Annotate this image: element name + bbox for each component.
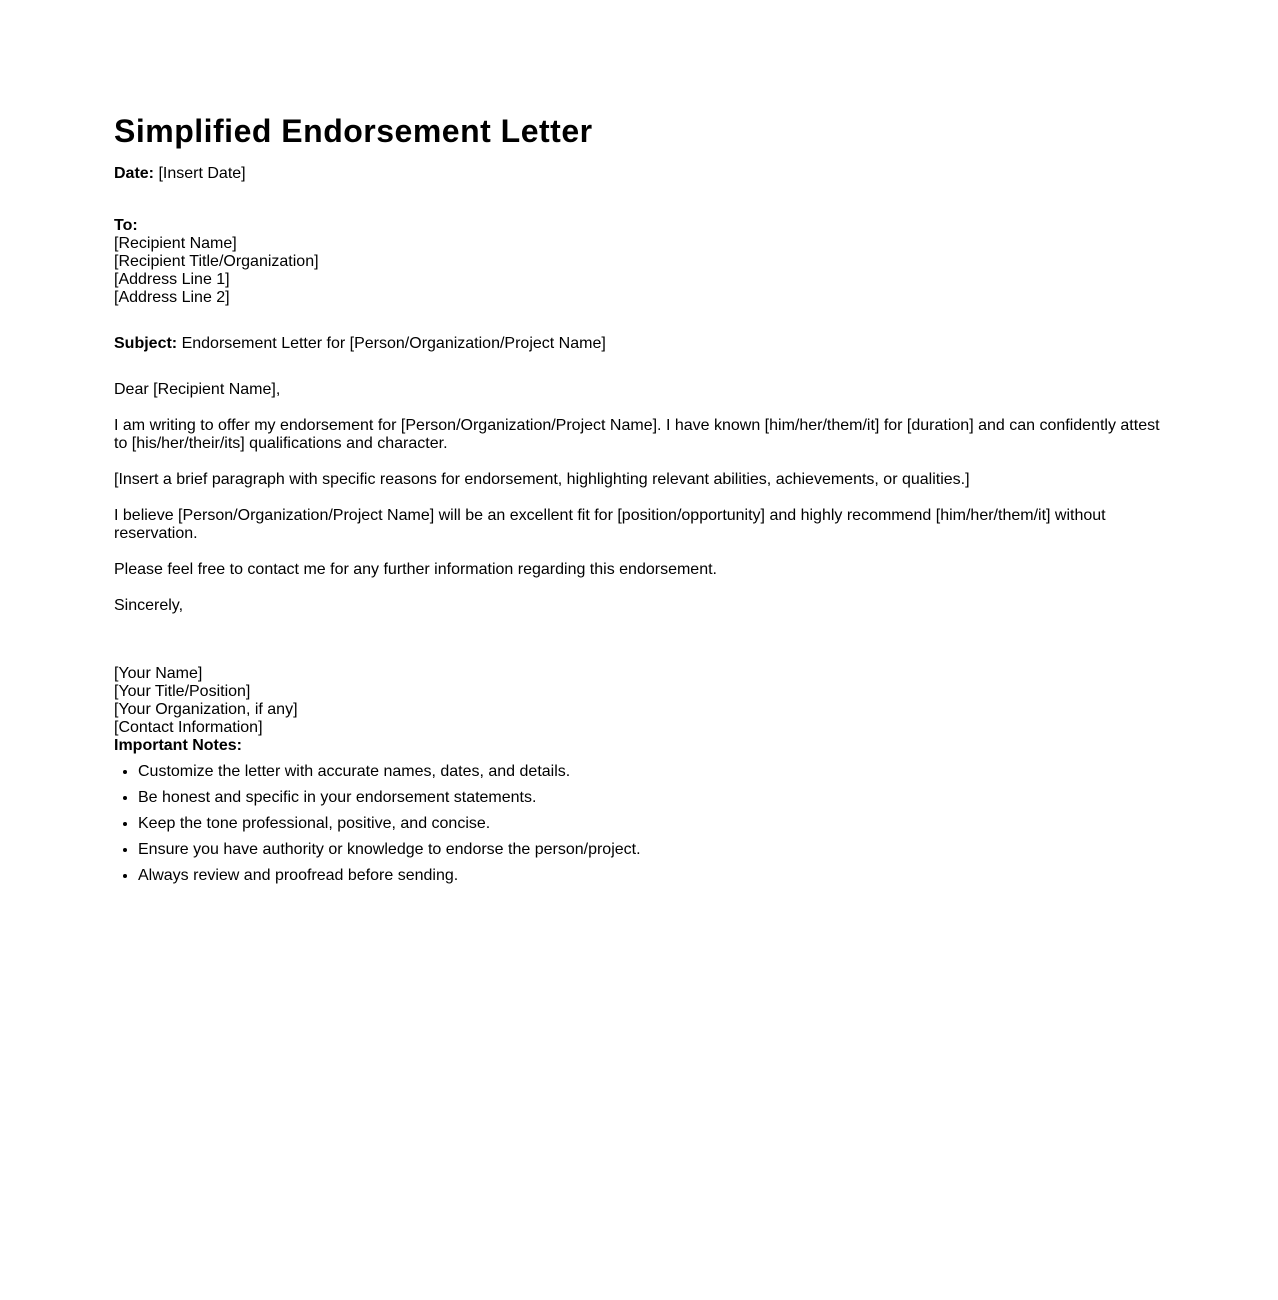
date-value: [Insert Date] [158, 165, 246, 182]
notes-section [114, 737, 1164, 885]
list-item: • Ensure you have authority or knowledge to endorse the person/project. [138, 841, 1164, 859]
date-label: Date: [114, 165, 155, 182]
salutation: Dear [Recipient Name], [114, 381, 281, 398]
recipient-block [114, 217, 1164, 307]
recipient-line: [Address Line 1] [114, 271, 230, 288]
signature-line: [Contact Information] [114, 719, 263, 736]
list-item: • Customize the letter with accurate names, dates, and details. [138, 763, 1164, 781]
subject-label: Subject: [114, 335, 178, 352]
list-item: • Always review and proofread before sending. [138, 867, 1164, 885]
notes-list [114, 763, 1164, 885]
signature-line: [Your Name] [114, 665, 203, 682]
recipient-line: [Address Line 2] [114, 289, 230, 306]
body-paragraph: I am writing to offer my endorsement for [Person/Organization/Project Name]. I have known [him/her/them/it] for [duration] and can confidently attest to [his/her/their/its] qualifications and character. [114, 417, 1160, 452]
page-title: Simplified Endorsement Letter [114, 113, 593, 149]
recipient-line: [Recipient Name] [114, 235, 237, 252]
closing: Sincerely, [114, 597, 184, 614]
subject-line [114, 335, 1164, 353]
subject-value: Endorsement Letter for [Person/Organization/Project Name] [181, 335, 606, 352]
letter-document [114, 112, 1164, 893]
recipient-label: To: [114, 217, 138, 234]
body-paragraph: I believe [Person/Organization/Project Name] will be an excellent fit for [position/opportunity] and highly recommend [him/her/them/it] without reservation. [114, 507, 1106, 542]
list-item: • Keep the tone professional, positive, and concise. [138, 815, 1164, 833]
list-item: • Be honest and specific in your endorsement statements. [138, 789, 1164, 807]
notes-title: Important Notes: [114, 737, 242, 754]
signature-line: [Your Organization, if any] [114, 701, 298, 718]
body-paragraph: Please feel free to contact me for any further information regarding this endorsement. [114, 561, 717, 578]
signature-block [114, 665, 1164, 737]
date-line [114, 165, 1164, 183]
signature-line: [Your Title/Position] [114, 683, 251, 700]
recipient-line: [Recipient Title/Organization] [114, 253, 319, 270]
body-paragraph: [Insert a brief paragraph with specific reasons for endorsement, highlighting relevant abilities, achievements, or qualities.] [114, 471, 970, 488]
